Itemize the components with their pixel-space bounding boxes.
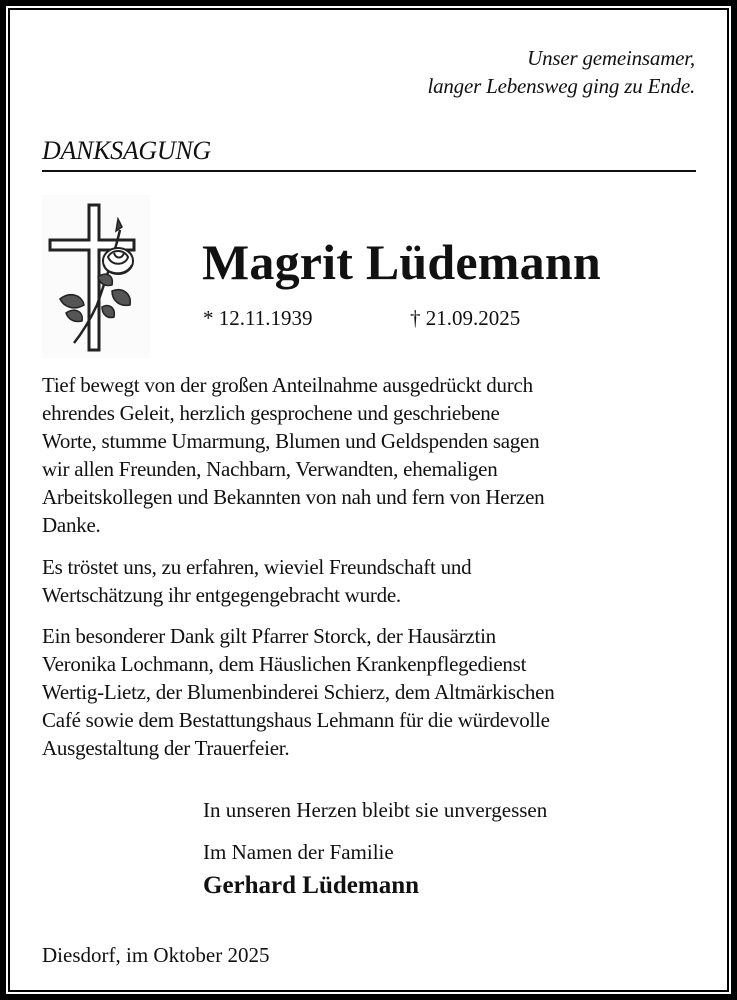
paragraph-line: Tief bewegt von der großen Anteilnahme ausgedrückt durch (42, 373, 533, 397)
paragraph-line: Ausgestaltung der Trauerfeier. (42, 736, 290, 760)
closing-family: Im Namen der Familie (203, 840, 394, 864)
paragraph-line: wir allen Freunden, Nachbarn, Verwandten, ehemaligen (42, 457, 498, 481)
paragraph-line: Veronika Lochmann, dem Häuslichen Krankenpflegedienst (42, 652, 527, 676)
birth-date: * 12.11.1939 (203, 306, 313, 330)
signer-name: Gerhard Lüdemann (203, 872, 420, 899)
paragraph-line: Danke. (42, 513, 101, 537)
paragraph-line: Wertig-Lietz, der Blumenbinderei Schierz, dem Altmärkischen (42, 680, 555, 704)
paragraph-comfort (42, 553, 702, 609)
cross-with-rose-icon (42, 195, 150, 358)
paragraph-line: Es tröstet uns, zu erfahren, wieviel Freundschaft und (42, 555, 472, 579)
paragraph-thanks (42, 371, 702, 539)
death-date: † 21.09.2025 (410, 306, 521, 330)
place-date: Diesdorf, im Oktober 2025 (42, 943, 270, 967)
motto (427, 44, 695, 100)
paragraph-line: Café sowie dem Bestattungshaus Lehmann für die würdevolle (42, 708, 550, 732)
paragraph-line: Wertschätzung ihr entgegengebracht wurde. (42, 583, 401, 607)
paragraph-special-thanks (42, 622, 702, 762)
deceased-name: Magrit Lüdemann (202, 234, 601, 290)
paragraph-line: ehrendes Geleit, herzlich gesprochene und geschriebene (42, 401, 500, 425)
heading-rule (42, 170, 696, 172)
motto-line-2: langer Lebensweg ging zu Ende. (427, 74, 695, 98)
paragraph-line: Ein besonderer Dank gilt Pfarrer Storck, der Hausärztin (42, 624, 496, 648)
motto-line-1: Unser gemeinsamer, (527, 46, 695, 70)
paragraph-line: Worte, stumme Umarmung, Blumen und Geldspenden sagen (42, 429, 540, 453)
closing-remembrance: In unseren Herzen bleibt sie unvergessen (203, 798, 548, 822)
heading: DANKSAGUNG (42, 136, 211, 165)
paragraph-line: Arbeitskollegen und Bekannten von nah und fern von Herzen (42, 485, 545, 509)
